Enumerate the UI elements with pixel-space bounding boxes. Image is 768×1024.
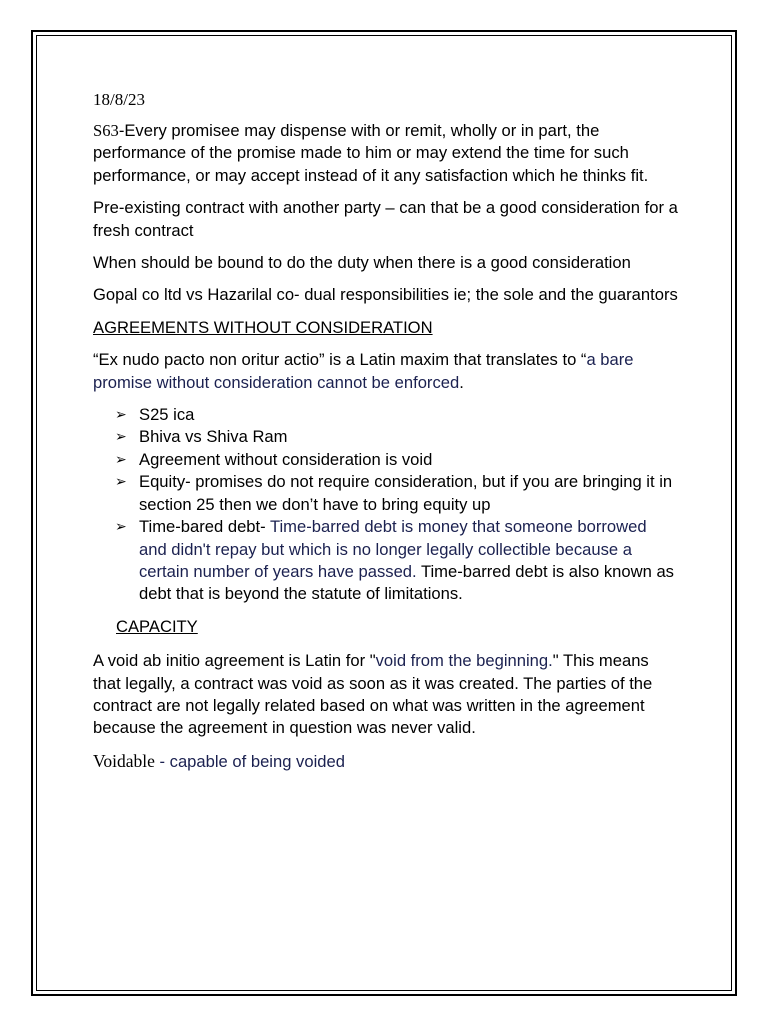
list-item: ➢ Time-bared debt- Time-barred debt is money that someone borrowed and didn't repay but which is no longer legally collectible because a certain number of years have passed. Time-barred debt is also known as debt that is beyond the statute of limitations. — [115, 517, 674, 604]
voidable-paragraph — [93, 750, 678, 773]
arrow-bullet-icon: ➢ — [115, 451, 127, 468]
list-item: ➢ Bhiva vs Shiva Ram — [115, 426, 678, 448]
arrow-bullet-icon: ➢ — [115, 429, 127, 446]
agreements-heading: AGREEMENTS WITHOUT CONSIDERATION — [93, 317, 433, 337]
voidable-term: Voidable — [93, 750, 155, 771]
preexisting-paragraph: Pre-existing contract with another party – can that be a good consideration for a fresh contract — [93, 198, 678, 240]
void-quote: void from the beginning. — [375, 651, 553, 671]
bound-paragraph: When should be bound to do the duty when there is a good consideration — [93, 253, 631, 273]
capacity-heading: CAPACITY — [116, 616, 198, 636]
void-ab-initio-paragraph: A void ab initio agreement is Latin for "void from the beginning." This means that legally, a contract was void as soon as it was created. The parties of the contract are not legally related based on what was written in the agreement because the agreement in question was never valid. — [93, 651, 653, 738]
maxim-translation: a bare promise without consideration cannot be enforced — [93, 350, 634, 392]
arrow-bullet-icon: ➢ — [115, 519, 127, 536]
maxim-paragraph — [93, 349, 678, 394]
list-item: ➢ Agreement without consideration is void — [115, 449, 678, 471]
voidable-definition: - capable of being voided — [154, 751, 345, 771]
arrow-bullet-icon: ➢ — [115, 407, 127, 424]
date: 18/8/23 — [93, 90, 145, 109]
maxim-end: . — [459, 372, 464, 392]
list-item: ➢ Equity- promises do not require consideration, but if you are bringing it in section 25 then we don’t have to bring equity up — [115, 472, 673, 514]
bullet-list — [93, 404, 678, 606]
gopal-paragraph: Gopal co ltd vs Hazarilal co- dual responsibilities ie; the sole and the guarantors — [93, 285, 678, 305]
document-body — [93, 88, 678, 783]
s63-ref: S63 — [93, 121, 119, 140]
arrow-bullet-icon: ➢ — [115, 474, 127, 491]
list-item: ➢ S25 ica — [115, 404, 678, 426]
s63-text: -Every promisee may dispense with or remit, wholly or in part, the performance of the promise made to him or may extend the time for such performance, or may accept instead of it any satisfaction which he thinks fit. — [93, 121, 649, 185]
s63-paragraph — [93, 120, 678, 187]
maxim-text: “Ex nudo pacto non oritur actio” is a Latin maxim that translates to “ — [93, 350, 587, 370]
